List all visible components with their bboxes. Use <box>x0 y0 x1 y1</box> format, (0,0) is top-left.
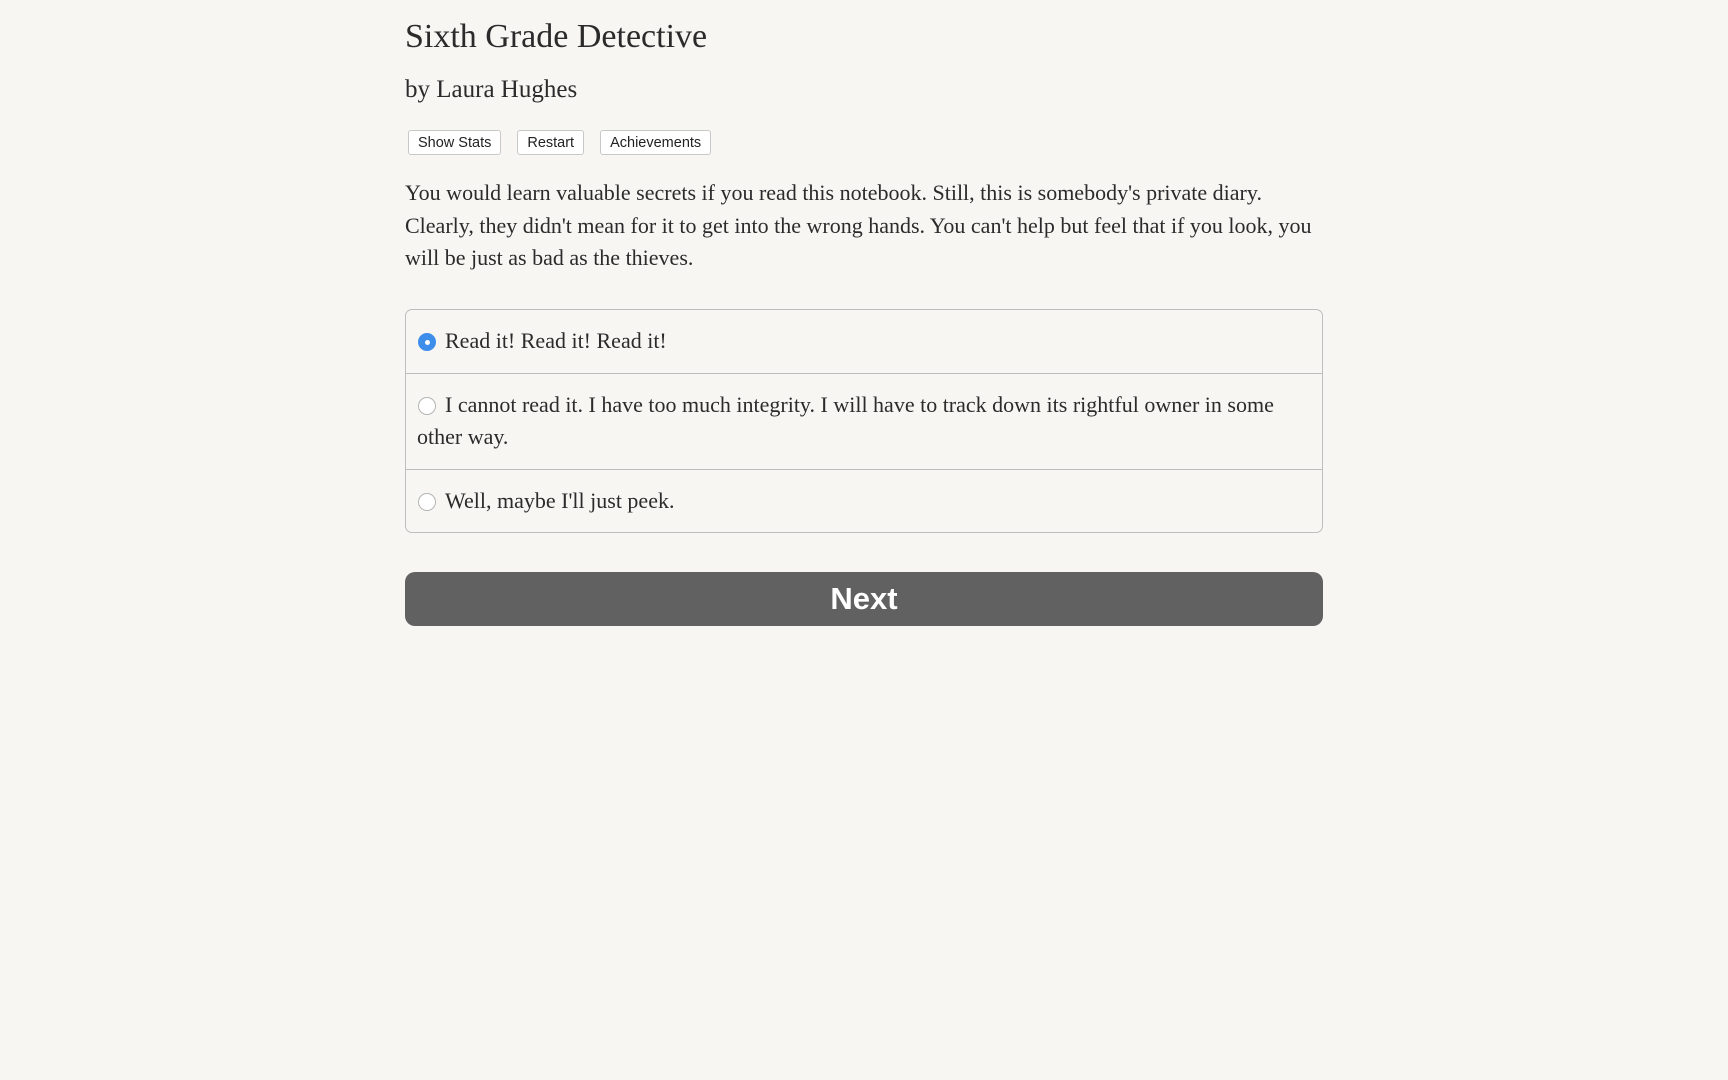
show-stats-button[interactable]: Show Stats <box>408 130 501 155</box>
choice-option-refuse[interactable] <box>406 373 1322 469</box>
radio-unselected-icon[interactable] <box>418 397 436 415</box>
choice-list <box>405 309 1323 533</box>
radio-unselected-icon[interactable] <box>418 493 436 511</box>
game-toolbar <box>408 130 711 155</box>
radio-selected-icon[interactable] <box>418 333 436 351</box>
next-button[interactable]: Next <box>405 572 1323 626</box>
story-passage: You would learn valuable secrets if you read this notebook. Still, this is somebody's private diary. Clearly, they didn't mean for it to get into the wrong hands. You can't help but feel that if you look, you will be just as bad as the thieves. <box>405 180 1312 270</box>
restart-button[interactable]: Restart <box>517 130 584 155</box>
choice-label: I cannot read it. I have too much integrity. I will have to track down its rightful owner in some other way. <box>417 391 1274 449</box>
choice-label: Read it! Read it! Read it! <box>445 328 667 353</box>
choice-option-peek[interactable] <box>406 469 1322 533</box>
choice-option-read[interactable] <box>406 310 1322 373</box>
game-title: Sixth Grade Detective <box>405 18 708 55</box>
game-author: by Laura Hughes <box>405 76 578 103</box>
achievements-button[interactable]: Achievements <box>600 130 711 155</box>
choice-label: Well, maybe I'll just peek. <box>445 487 675 513</box>
